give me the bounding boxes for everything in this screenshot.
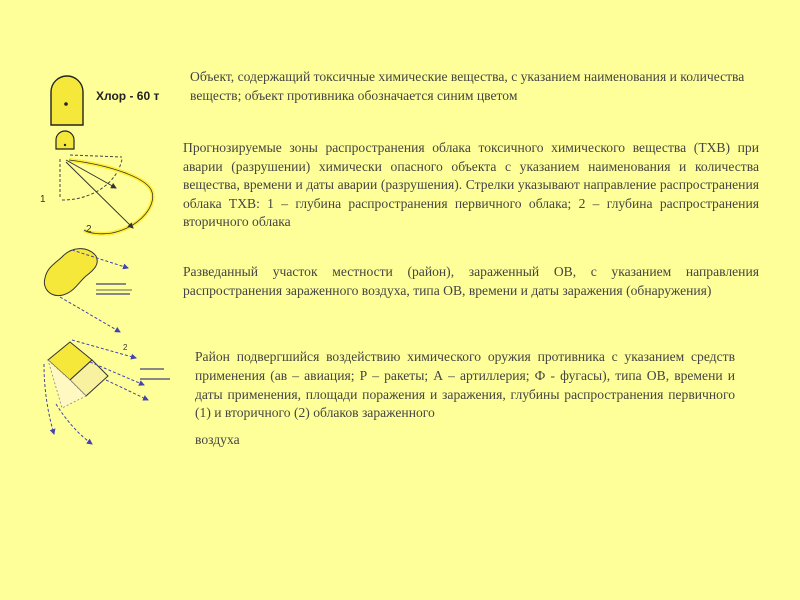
contaminated-area-symbol [44, 249, 132, 332]
attack-number: 2 [123, 343, 128, 352]
description-attack-area-last: воздуха [195, 432, 240, 448]
forecast-zone-symbol [56, 131, 153, 234]
object-label: Хлор - 60 т [96, 89, 160, 103]
description-object: Объект, содержащий токсичные химические вещества, с указанием наименования и количества веществ; объект противника обозначается синим цветом [190, 69, 745, 103]
description-attack-area-text: Район подвергшийся воздействию химического оружия противника с указанием средств применения (ав – авиация; Р – ракеты; А – артиллерия; Ф - фугасы), типа ОВ, времени и даты применения, площади поражения и заражения, глубины распространения первичного (1) и вторичного (2) облаков зараженного [195, 349, 735, 421]
object-symbol [51, 76, 83, 125]
zone-number-primary: 1 [40, 194, 46, 205]
description-contaminated-area: Разведанный участок местности (район), зараженный ОВ, с указанием направления распространения зараженного воздуха, типа ОВ, времени и даты заражения (обнаружения) [183, 264, 759, 298]
description-forecast-zones: Прогнозируемые зоны распространения облака токсичного химического вещества (ТХВ) при аварии (разрушении) химически опасного объекта с указанием наименования и количества вещества, времени и даты аварии (разрушения). Стрелки указывают направление распространения облака ТХВ: 1 – глубина распространения первичного облака; 2 – глубина распространения вторичного облака [183, 140, 759, 230]
attack-area-symbol [44, 340, 170, 444]
zone-number-secondary: 2 [86, 224, 92, 235]
description-attack-area [195, 348, 735, 450]
